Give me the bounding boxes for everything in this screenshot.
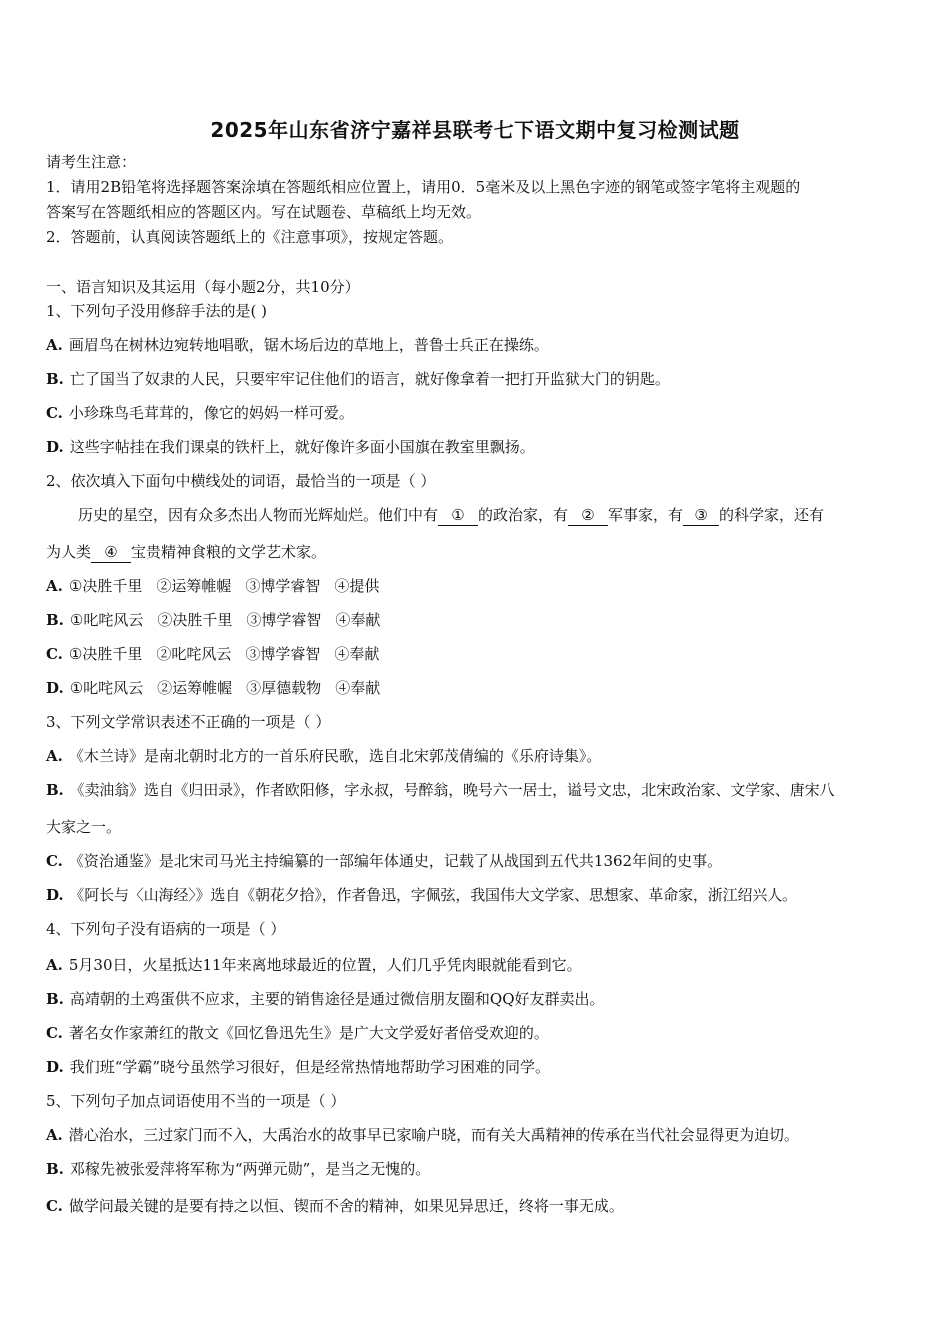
choice: ①决胜千里 bbox=[68, 577, 143, 595]
option-letter: C. bbox=[46, 852, 63, 870]
choice: ③博学睿智 bbox=[245, 577, 321, 595]
q1-option-a bbox=[46, 335, 549, 355]
passage-text: 历史的星空，因有众多杰出人物而光辉灿烂。他们中有 bbox=[78, 506, 439, 524]
option-text: 《阿长与〈山海经〉》选自《朝花夕拾》，作者鲁迅，字佩弦，我国伟大文学家、思想家、革命家，浙江绍兴人。 bbox=[69, 886, 797, 904]
q2-option-a bbox=[46, 576, 379, 596]
q5-option-b bbox=[46, 1159, 430, 1179]
option-text: 著名女作家萧红的散文《回忆鲁迅先生》是广大文学爱好者倍受欢迎的。 bbox=[68, 1024, 549, 1042]
section-heading: 一、语言知识及其运用（每小题2分，共10分） bbox=[46, 278, 360, 296]
option-text: 我们班“学霸”晓兮虽然学习很好，但是经常热情地帮助学习困难的同学。 bbox=[69, 1058, 551, 1076]
question-5-stem: 5、下列句子加点词语使用不当的一项是（ ） bbox=[46, 1092, 346, 1110]
q5-option-a bbox=[46, 1125, 799, 1145]
passage-text: 宝贵精神食粮的文学艺术家。 bbox=[131, 543, 327, 561]
q2-option-d bbox=[46, 678, 380, 698]
option-text: 亡了国当了奴隶的人民，只要牢牢记住他们的语言，就好像拿着一把打开监狱大门的钥匙。 bbox=[69, 370, 670, 388]
option-letter: A. bbox=[46, 747, 63, 765]
blank-4: ④ bbox=[91, 542, 131, 563]
passage-text: 的政治家，有 bbox=[478, 506, 569, 524]
notice-item-1-cont: 答案写在答题纸相应的答题区内。写在试题卷、草稿纸上均无效。 bbox=[46, 203, 482, 221]
choice: ④奉献 bbox=[335, 679, 381, 697]
option-letter: A. bbox=[46, 1126, 63, 1144]
q2-option-b bbox=[46, 610, 380, 630]
option-letter: B. bbox=[46, 611, 64, 629]
q4-option-b bbox=[46, 989, 605, 1009]
choice: ②叱咤风云 bbox=[156, 645, 232, 663]
q4-option-a bbox=[46, 955, 582, 975]
choice: ④奉献 bbox=[335, 611, 381, 629]
notice-item-1: 1．请用2B铅笔将选择题答案涂填在答题纸相应位置上，请用0．5毫米及以上黑色字迹的钢笔或签字笔将主观题的 bbox=[46, 178, 801, 196]
q2-passage-line-2 bbox=[46, 542, 326, 563]
option-letter: B. bbox=[46, 990, 64, 1008]
option-letter: D. bbox=[46, 1058, 64, 1076]
choice: ①叱咤风云 bbox=[69, 679, 144, 697]
question-4-stem: 4、下列句子没有语病的一项是（ ） bbox=[46, 920, 286, 938]
passage-text: 的科学家，还有 bbox=[719, 506, 825, 524]
option-text: 邓稼先被张爱萍将军称为“两弹元勋”，是当之无愧的。 bbox=[69, 1160, 431, 1178]
q1-option-d bbox=[46, 437, 535, 457]
page-title: 2025年山东省济宁嘉祥县联考七下语文期中复习检测试题 bbox=[210, 118, 740, 142]
q5-option-c bbox=[46, 1196, 624, 1216]
choice: ②运筹帷幄 bbox=[156, 577, 232, 595]
option-text: 这些字帖挂在我们课桌的铁杆上，就好像许多面小国旗在教室里飘扬。 bbox=[69, 438, 535, 456]
option-text: 《资治通鉴》是北宋司马光主持编纂的一部编年体通史，记载了从战国到五代共1362年间的史事。 bbox=[68, 852, 723, 870]
notice-item-2: 2．答题前，认真阅读答题纸上的《注意事项》，按规定答题。 bbox=[46, 228, 454, 246]
choice: ③厚德载物 bbox=[246, 679, 322, 697]
option-letter: B. bbox=[46, 370, 64, 388]
q3-option-b bbox=[46, 780, 834, 800]
q3-option-a bbox=[46, 746, 601, 766]
option-letter: C. bbox=[46, 404, 63, 422]
choice: ①叱咤风云 bbox=[69, 611, 144, 629]
choice: ②运筹帷幄 bbox=[157, 679, 233, 697]
q2-option-c bbox=[46, 644, 379, 664]
option-letter: C. bbox=[46, 1024, 63, 1042]
choice: ②决胜千里 bbox=[157, 611, 233, 629]
passage-text: 为人类 bbox=[46, 543, 92, 561]
option-letter: D. bbox=[46, 679, 64, 697]
option-letter: A. bbox=[46, 577, 63, 595]
choice: ①决胜千里 bbox=[68, 645, 143, 663]
question-2-stem: 2、依次填入下面句中横线处的词语，最恰当的一项是（ ） bbox=[46, 472, 436, 490]
option-letter: B. bbox=[46, 781, 64, 799]
passage-text: 军事家，有 bbox=[608, 506, 684, 524]
q3-option-d bbox=[46, 885, 797, 905]
option-text: 小珍珠鸟毛茸茸的，像它的妈妈一样可爱。 bbox=[68, 404, 354, 422]
choice: ④提供 bbox=[334, 577, 380, 595]
q4-option-c bbox=[46, 1023, 549, 1043]
option-letter: C. bbox=[46, 645, 63, 663]
q3-option-c bbox=[46, 851, 722, 871]
q1-option-b bbox=[46, 369, 670, 389]
option-text: 高靖朝的土鸡蛋供不应求，主要的销售途径是通过微信朋友圈和QQ好友群卖出。 bbox=[69, 990, 605, 1008]
choice: ③博学睿智 bbox=[246, 611, 322, 629]
blank-2: ② bbox=[568, 505, 608, 526]
choice: ④奉献 bbox=[334, 645, 380, 663]
option-text: 5月30日，火星抵达11年来离地球最近的位置，人们几乎凭肉眼就能看到它。 bbox=[68, 956, 582, 974]
choice: ③博学睿智 bbox=[245, 645, 321, 663]
option-letter: D. bbox=[46, 886, 64, 904]
option-text: 《卖油翁》选自《归田录》，作者欧阳修，字永叔，号醉翁，晚号六一居士，谥号文忠，北宋政治家、文学家、唐宋八 bbox=[69, 781, 835, 799]
option-letter: A. bbox=[46, 336, 63, 354]
option-text: 《木兰诗》是南北朝时北方的一首乐府民歌，选自北宋郭茂倩编的《乐府诗集》。 bbox=[68, 747, 602, 765]
option-text: 潜心治水，三过家门而不入，大禹治水的故事早已家喻户晓，而有关大禹精神的传承在当代社会显得更为迫切。 bbox=[68, 1126, 799, 1144]
option-letter: B. bbox=[46, 1160, 64, 1178]
option-text: 画眉鸟在树林边宛转地唱歌，锯木场后边的草地上，普鲁士兵正在操练。 bbox=[68, 336, 549, 354]
option-letter: D. bbox=[46, 438, 64, 456]
blank-3: ③ bbox=[683, 505, 719, 526]
q2-passage-line-1 bbox=[78, 505, 824, 526]
question-1-stem: 1、下列句子没用修辞手法的是( ) bbox=[46, 302, 268, 320]
option-letter: C. bbox=[46, 1197, 63, 1215]
question-3-stem: 3、下列文学常识表述不正确的一项是（ ） bbox=[46, 713, 331, 731]
q4-option-d bbox=[46, 1057, 550, 1077]
q1-option-c bbox=[46, 403, 354, 423]
option-text: 做学问最关键的是要有持之以恒、锲而不舍的精神，如果见异思迁，终将一事无成。 bbox=[68, 1197, 624, 1215]
option-letter: A. bbox=[46, 956, 63, 974]
blank-1: ① bbox=[438, 505, 478, 526]
notice-heading: 请考生注意： bbox=[46, 153, 137, 171]
q3-option-b-cont: 大家之一。 bbox=[46, 818, 122, 836]
